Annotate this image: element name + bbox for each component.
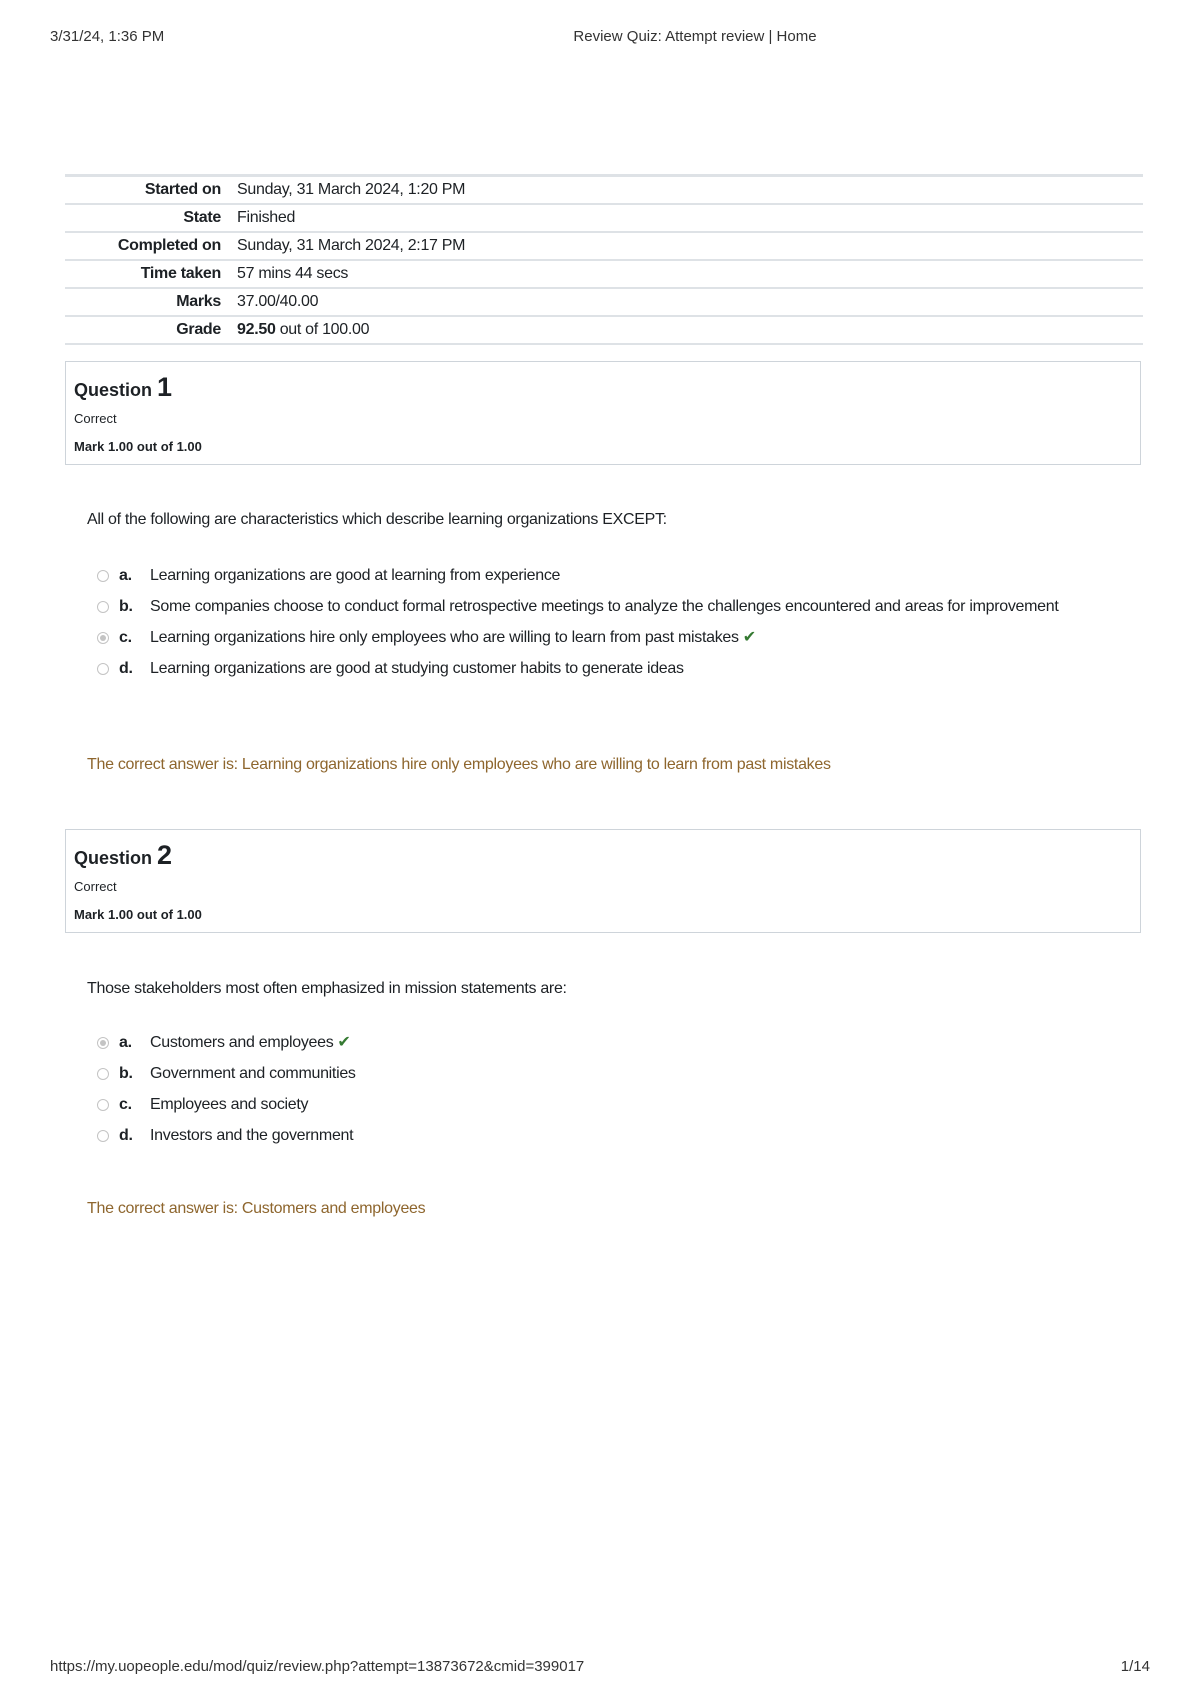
right-answer-feedback: The correct answer is: Customers and employees (87, 1200, 426, 1217)
answer-text: Customers and employees (150, 1034, 334, 1051)
print-datetime: 3/31/24, 1:36 PM (50, 28, 165, 45)
radio-button[interactable] (97, 570, 109, 582)
answer-text: Some companies choose to conduct formal retrospective meetings to analyze the challenges encountered and areas for improvement (150, 598, 1059, 615)
answer-text: Government and communities (150, 1065, 356, 1082)
question-state: Correct (74, 879, 117, 894)
summary-value: Sunday, 31 March 2024, 1:20 PM (237, 180, 466, 198)
answer-text: Learning organizations are good at learning from experience (150, 567, 561, 584)
attempt-summary-table (65, 174, 1143, 345)
summary-value: 57 mins 44 secs (237, 264, 349, 282)
answer-letter: a. (119, 567, 132, 584)
summary-value: 37.00/40.00 (237, 292, 319, 310)
summary-row-completed (65, 232, 1143, 260)
answer-option[interactable] (95, 565, 1095, 587)
print-page-title: Review Quiz: Attempt review | Home (573, 28, 817, 45)
answer-list (95, 1032, 1095, 1156)
radio-button-checked[interactable] (97, 632, 109, 644)
question-text: All of the following are characteristics which describe learning organizations EXCEPT: (87, 511, 667, 528)
radio-button[interactable] (97, 1099, 109, 1111)
question-mark: Mark 1.00 out of 1.00 (74, 439, 202, 454)
print-page-number: 1/14 (1120, 1658, 1150, 1675)
summary-row-started (65, 176, 1143, 204)
answer-option-selected[interactable] (95, 1032, 1095, 1054)
question-label: Question (74, 380, 153, 400)
question-number-value: 2 (157, 840, 173, 870)
question-number (74, 840, 172, 871)
summary-value: Sunday, 31 March 2024, 2:17 PM (237, 236, 466, 254)
summary-row-grade (65, 316, 1143, 344)
answer-text: Investors and the government (150, 1127, 354, 1144)
answer-letter: b. (119, 598, 133, 615)
grade-score: 92.50 (237, 320, 276, 338)
question-info-box (65, 361, 1141, 465)
summary-row-marks (65, 288, 1143, 316)
radio-button[interactable] (97, 601, 109, 613)
grade-suffix: out of 100.00 (275, 320, 370, 338)
radio-button-checked[interactable] (97, 1037, 109, 1049)
right-answer-feedback: The correct answer is: Learning organizations hire only employees who are willing to learn from past mistakes (87, 756, 831, 773)
summary-label: Completed on (117, 236, 221, 254)
summary-value (237, 316, 1143, 344)
answer-option[interactable] (95, 1125, 1095, 1147)
question-state: Correct (74, 411, 117, 426)
radio-button[interactable] (97, 663, 109, 675)
radio-button[interactable] (97, 1068, 109, 1080)
answer-option[interactable] (95, 658, 1095, 680)
summary-row-state (65, 204, 1143, 232)
radio-button[interactable] (97, 1130, 109, 1142)
summary-label: Grade (176, 320, 221, 338)
question-label: Question (74, 848, 153, 868)
answer-text: Learning organizations hire only employees who are willing to learn from past mistakes (150, 629, 739, 646)
answer-option-selected[interactable] (95, 627, 1095, 649)
answer-letter: c. (119, 629, 132, 646)
correct-check-icon: ✔ (742, 629, 756, 646)
summary-row-time-taken (65, 260, 1143, 288)
answer-list (95, 565, 1095, 689)
summary-value: Finished (237, 208, 296, 226)
print-url: https://my.uopeople.edu/mod/quiz/review.php?attempt=13873672&cmid=399017 (50, 1658, 585, 1675)
summary-label: Started on (144, 180, 221, 198)
question-mark: Mark 1.00 out of 1.00 (74, 907, 202, 922)
correct-check-icon: ✔ (337, 1034, 351, 1051)
answer-letter: d. (119, 660, 133, 677)
summary-label: State (183, 208, 221, 226)
answer-text: Employees and society (150, 1096, 309, 1113)
answer-letter: b. (119, 1065, 133, 1082)
summary-label: Marks (176, 292, 221, 310)
answer-option[interactable] (95, 596, 1095, 618)
question-number (74, 372, 172, 403)
answer-option[interactable] (95, 1094, 1095, 1116)
answer-option[interactable] (95, 1063, 1095, 1085)
answer-letter: d. (119, 1127, 133, 1144)
answer-text: Learning organizations are good at studying customer habits to generate ideas (150, 660, 684, 677)
question-number-value: 1 (157, 372, 173, 402)
question-text: Those stakeholders most often emphasized in mission statements are: (87, 980, 567, 997)
question-info-box (65, 829, 1141, 933)
answer-letter: a. (119, 1034, 132, 1051)
answer-letter: c. (119, 1096, 132, 1113)
summary-label: Time taken (140, 264, 221, 282)
